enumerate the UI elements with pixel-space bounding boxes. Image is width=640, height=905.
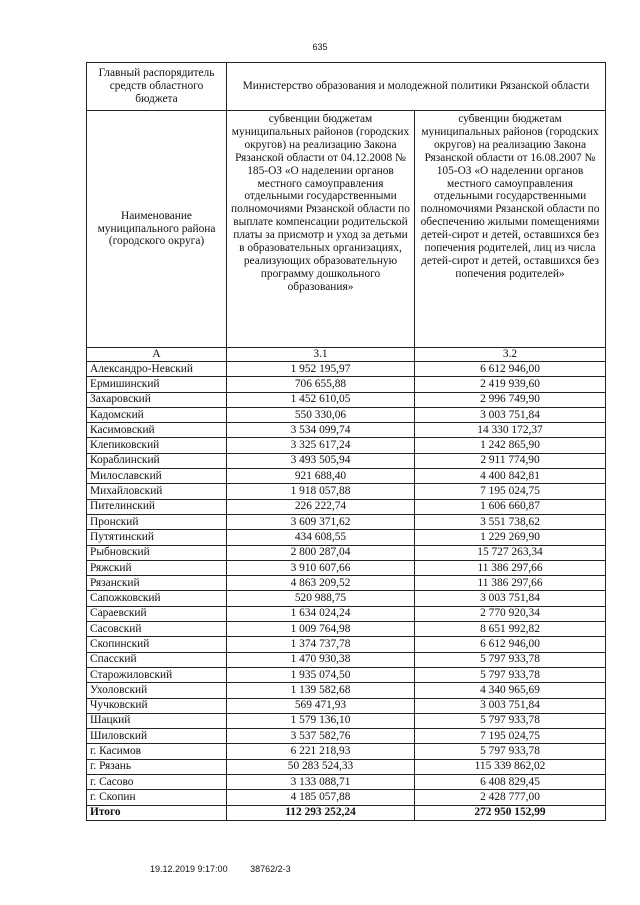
- table-row: [87, 759, 606, 774]
- value-3-1: 1 952 195,97: [227, 362, 415, 377]
- table-row: [87, 423, 606, 438]
- col1-description: субвенции бюджетам муниципальных районов (городских округов) на реализацию Закона Рязанской области от 04.12.2008 № 185-ОЗ «О наделении органов местного самоуправления отдельными государственными полномочиями Рязанской области по выплате компенсации родительской платы за присмотр и уход за детьми в образовательных организациях, реализующих образовательную программу дошкольного образования»: [227, 111, 415, 348]
- value-3-2: 2 419 939,60: [415, 377, 606, 392]
- municipality-name: Кадомский: [87, 407, 227, 422]
- table-row: [87, 637, 606, 652]
- value-3-1: 3 910 607,66: [227, 560, 415, 575]
- page-number: 635: [312, 42, 328, 52]
- code-3-2: 3.2: [415, 348, 606, 362]
- value-3-1: 6 221 218,93: [227, 744, 415, 759]
- municipality-name: Рыбновский: [87, 545, 227, 560]
- value-3-2: 4 400 842,81: [415, 469, 606, 484]
- table-body: [87, 362, 606, 821]
- table-row: [87, 469, 606, 484]
- value-3-2: 7 195 024,75: [415, 729, 606, 744]
- footer-doc-id: 38762/2-3: [250, 864, 291, 874]
- value-3-1: 1 139 582,68: [227, 683, 415, 698]
- value-3-1: 1 374 737,78: [227, 637, 415, 652]
- value-3-2: 7 195 024,75: [415, 484, 606, 499]
- value-3-1: 3 133 088,71: [227, 775, 415, 790]
- municipality-name: Сапожковский: [87, 591, 227, 606]
- municipality-name: Александро-Невский: [87, 362, 227, 377]
- municipality-name: Ряжский: [87, 560, 227, 575]
- municipality-name: Кораблинский: [87, 453, 227, 468]
- municipality-name: Касимовский: [87, 423, 227, 438]
- municipality-name: Спасский: [87, 652, 227, 667]
- total-3-1: 112 293 252,24: [227, 805, 415, 820]
- value-3-2: 5 797 933,78: [415, 652, 606, 667]
- table-row: [87, 514, 606, 529]
- table-row: [87, 667, 606, 682]
- table-row: [87, 484, 606, 499]
- value-3-1: 3 325 617,24: [227, 438, 415, 453]
- municipality-name: Захаровский: [87, 392, 227, 407]
- value-3-2: 1 229 269,90: [415, 530, 606, 545]
- value-3-2: 3 003 751,84: [415, 591, 606, 606]
- value-3-2: 15 727 263,34: [415, 545, 606, 560]
- value-3-1: 434 608,55: [227, 530, 415, 545]
- value-3-1: 1 634 024,24: [227, 606, 415, 621]
- value-3-2: 1 606 660,87: [415, 499, 606, 514]
- value-3-1: 2 800 287,04: [227, 545, 415, 560]
- budget-table: [86, 62, 606, 821]
- value-3-2: 6 612 946,00: [415, 637, 606, 652]
- municipality-name: Пителинский: [87, 499, 227, 514]
- table-row: [87, 744, 606, 759]
- municipality-name: Михайловский: [87, 484, 227, 499]
- value-3-2: 5 797 933,78: [415, 713, 606, 728]
- value-3-2: 3 551 738,62: [415, 514, 606, 529]
- value-3-1: 1 470 930,38: [227, 652, 415, 667]
- table-row: [87, 606, 606, 621]
- municipality-label: Наименование муниципального района (городского округа): [87, 111, 227, 348]
- value-3-1: 1 579 136,10: [227, 713, 415, 728]
- value-3-1: 1 935 074,50: [227, 667, 415, 682]
- table-row: [87, 530, 606, 545]
- value-3-2: 11 386 297,66: [415, 560, 606, 575]
- municipality-name: г. Сасово: [87, 775, 227, 790]
- value-3-1: 3 609 371,62: [227, 514, 415, 529]
- total-3-2: 272 950 152,99: [415, 805, 606, 820]
- value-3-1: 1 918 057,88: [227, 484, 415, 499]
- table-row: [87, 652, 606, 667]
- value-3-2: 4 340 965,69: [415, 683, 606, 698]
- municipality-name: Шиловский: [87, 729, 227, 744]
- municipality-name: г. Касимов: [87, 744, 227, 759]
- value-3-2: 2 911 774,90: [415, 453, 606, 468]
- municipality-name: Пронский: [87, 514, 227, 529]
- municipality-name: Милославский: [87, 469, 227, 484]
- total-label: Итого: [87, 805, 227, 820]
- table-row: [87, 545, 606, 560]
- municipality-name: Клепиковский: [87, 438, 227, 453]
- value-3-1: 50 283 524,33: [227, 759, 415, 774]
- table-row: [87, 683, 606, 698]
- code-a: А: [87, 348, 227, 362]
- value-3-2: 8 651 992,82: [415, 622, 606, 637]
- value-3-1: 569 471,93: [227, 698, 415, 713]
- value-3-2: 2 770 920,34: [415, 606, 606, 621]
- value-3-1: 1 452 610,05: [227, 392, 415, 407]
- value-3-2: 3 003 751,84: [415, 407, 606, 422]
- value-3-1: 520 988,75: [227, 591, 415, 606]
- table-row: [87, 392, 606, 407]
- value-3-2: 5 797 933,78: [415, 667, 606, 682]
- value-3-1: 3 534 099,74: [227, 423, 415, 438]
- municipality-name: Путятинский: [87, 530, 227, 545]
- value-3-2: 11 386 297,66: [415, 576, 606, 591]
- municipality-name: Рязанский: [87, 576, 227, 591]
- value-3-2: 6 612 946,00: [415, 362, 606, 377]
- value-3-2: 3 003 751,84: [415, 698, 606, 713]
- municipality-name: Сасовский: [87, 622, 227, 637]
- distributor-label: Главный распорядитель средств областного бюджета: [87, 63, 227, 111]
- value-3-1: 226 222,74: [227, 499, 415, 514]
- municipality-name: Ухоловский: [87, 683, 227, 698]
- value-3-2: 2 996 749,90: [415, 392, 606, 407]
- value-3-1: 1 009 764,98: [227, 622, 415, 637]
- municipality-name: г. Рязань: [87, 759, 227, 774]
- value-3-1: 4 185 057,88: [227, 790, 415, 805]
- table-row: [87, 438, 606, 453]
- value-3-2: 14 330 172,37: [415, 423, 606, 438]
- footer-timestamp: 19.12.2019 9:17:00: [150, 864, 228, 874]
- value-3-2: 2 428 777,00: [415, 790, 606, 805]
- municipality-name: Сараевский: [87, 606, 227, 621]
- value-3-1: 706 655,88: [227, 377, 415, 392]
- ministry-name: Министерство образования и молодежной политики Рязанской области: [227, 63, 606, 111]
- value-3-2: 5 797 933,78: [415, 744, 606, 759]
- value-3-1: 4 863 209,52: [227, 576, 415, 591]
- value-3-1: 3 537 582,76: [227, 729, 415, 744]
- table-row: [87, 713, 606, 728]
- municipality-name: г. Скопин: [87, 790, 227, 805]
- value-3-1: 550 330,06: [227, 407, 415, 422]
- table-row: [87, 576, 606, 591]
- table-row: [87, 698, 606, 713]
- value-3-2: 6 408 829,45: [415, 775, 606, 790]
- table-row: [87, 453, 606, 468]
- table-row: [87, 591, 606, 606]
- municipality-name: Скопинский: [87, 637, 227, 652]
- value-3-1: 3 493 505,94: [227, 453, 415, 468]
- municipality-name: Ермишинский: [87, 377, 227, 392]
- code-3-1: 3.1: [227, 348, 415, 362]
- value-3-2: 1 242 865,90: [415, 438, 606, 453]
- total-row: [87, 805, 606, 820]
- table-row: [87, 622, 606, 637]
- table-row: [87, 499, 606, 514]
- table-header: [87, 63, 606, 362]
- municipality-name: Старожиловский: [87, 667, 227, 682]
- value-3-2: 115 339 862,02: [415, 759, 606, 774]
- table-row: [87, 729, 606, 744]
- col2-description: субвенции бюджетам муниципальных районов (городских округов) на реализацию Закона Рязанской области от 16.08.2007 № 105-ОЗ «О наделении органов местного самоуправления отдельными государственными полномочиями Рязанской области по обеспечению жилыми помещениями детей-сирот и детей, оставшихся без попечения родителей, лиц из числа детей-сирот и детей, оставшихся без попечения родителей»: [415, 111, 606, 348]
- municipality-name: Чучковский: [87, 698, 227, 713]
- table-row: [87, 560, 606, 575]
- table-row: [87, 377, 606, 392]
- table-row: [87, 362, 606, 377]
- value-3-1: 921 688,40: [227, 469, 415, 484]
- footer: [150, 864, 311, 874]
- table-row: [87, 790, 606, 805]
- table-row: [87, 775, 606, 790]
- municipality-name: Шацкий: [87, 713, 227, 728]
- table-row: [87, 407, 606, 422]
